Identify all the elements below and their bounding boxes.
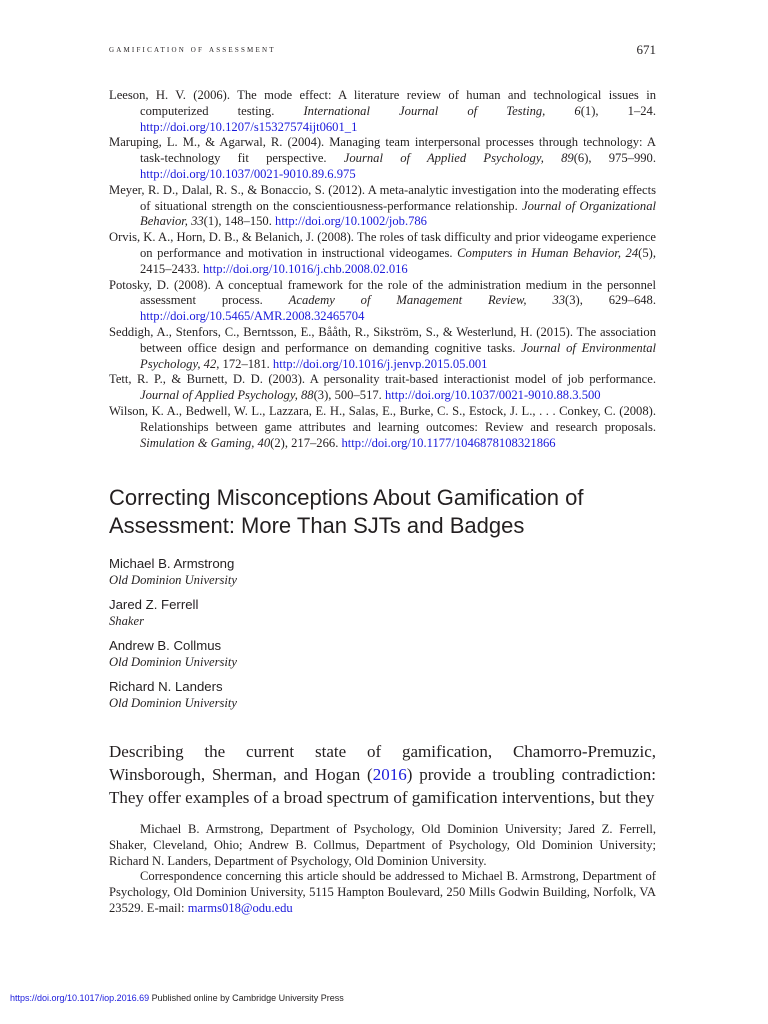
author-name: Jared Z. Ferrell — [109, 597, 199, 612]
page-footer — [10, 993, 344, 1003]
email-link[interactable]: marms018@odu.edu — [187, 900, 293, 915]
author-note-correspondence: Correspondence concerning this article should be addressed to Michael B. Armstrong, Department of Psychology, Old Dominion University, 5115 Hampton Boulevard, 250 Mills Godwin Building, Norfolk, VA 23529. E-mail: marms018@odu.edu — [109, 869, 656, 915]
reference-item: Tett, R. P., & Burnett, D. D. (2003). A personality trait-based interactionist model of job performance. Journal of Applied Psychology, 88(3), 500–517. http://doi.org/10.1037/0021-9010.88.3.500 — [109, 372, 656, 403]
doi-link[interactable]: http://doi.org/10.1002/job.786 — [275, 214, 427, 229]
footer-published-text: Published online by Cambridge University Press — [149, 993, 344, 1003]
author-list — [109, 556, 656, 720]
author-block — [109, 556, 656, 588]
author-note — [109, 822, 656, 917]
author-affiliation: Old Dominion University — [109, 655, 238, 669]
author-affiliation: Old Dominion University — [109, 573, 238, 587]
doi-link[interactable]: http://doi.org/10.5465/AMR.2008.32465704 — [140, 309, 365, 324]
reference-item: Leeson, H. V. (2006). The mode effect: A literature review of human and technological issues in computerized testing. International Journal of Testing, 6(1), 1–24. http://doi.org/10.1207/s15327574ijt0601_1 — [109, 88, 656, 134]
running-head — [109, 44, 656, 55]
body-paragraph: Describing the current state of gamification, Chamorro-Premuzic, Winsborough, Sherman, and Hogan (2016) provide a troubling contradiction: They offer examples of a broad spectrum of gamification interventions, but they — [109, 742, 656, 807]
reference-list — [109, 88, 656, 451]
doi-link[interactable]: http://doi.org/10.1207/s15327574ijt0601_1 — [140, 119, 358, 134]
reference-item: Potosky, D. (2008). A conceptual framework for the role of the administration medium in the personnel assessment process. Academy of Management Review, 33(3), 629–648. http://doi.org/10.5465/AMR.2008.32465704 — [109, 277, 656, 324]
reference-item: Wilson, K. A., Bedwell, W. L., Lazzara, E. H., Salas, E., Burke, C. S., Estock, J. L., . . . Conkey, C. (2008). Relationships between game attributes and learning outcomes: Review and research proposals. Simulation & Gaming, 40(2), 217–266. http://doi.org/10.1177/1046878108321866 — [109, 403, 656, 450]
author-block — [109, 679, 656, 711]
author-affiliation: Shaker — [109, 614, 144, 628]
page-number: 671 — [636, 42, 656, 57]
author-name: Richard N. Landers — [109, 679, 223, 694]
author-affiliation: Old Dominion University — [109, 696, 238, 710]
doi-link[interactable]: http://doi.org/10.1177/1046878108321866 — [341, 435, 556, 450]
footer-doi-link[interactable]: https://doi.org/10.1017/iop.2016.69 — [10, 993, 150, 1003]
doi-link[interactable]: http://doi.org/10.1037/0021-9010.89.6.975 — [140, 166, 356, 181]
citation-link[interactable]: 2016 — [372, 765, 407, 784]
author-name: Andrew B. Collmus — [109, 638, 222, 653]
author-note-affiliations: Michael B. Armstrong, Department of Psychology, Old Dominion University; Jared Z. Ferrell, Shaker, Cleveland, Ohio; Andrew B. Collmus, Department of Psychology, Old Dominion University; Richard N. Landers, Department of Psychology, Old Dominion University. — [109, 822, 656, 868]
doi-link[interactable]: http://doi.org/10.1037/0021-9010.88.3.500 — [384, 388, 601, 403]
reference-item: Seddigh, A., Stenfors, C., Berntsson, E., Bååth, R., Sikström, S., & Westerlund, H. (2015). The association between office design and performance on demanding cognitive tasks. Journal of Environmental Psychology, 42, 172–181. http://doi.org/10.1016/j.jenvp.2015.05.001 — [109, 324, 656, 371]
reference-item: Maruping, L. M., & Agarwal, R. (2004). Managing team interpersonal processes through technology: A task-technology fit perspective. Journal of Applied Psychology, 89(6), 975–990. http://doi.org/10.1037/0021-9010.89.6.975 — [109, 135, 656, 181]
reference-item: Orvis, K. A., Horn, D. B., & Belanich, J. (2008). The roles of task difficulty and prior videogame experience on performance and motivation in instructional videogames. Computers in Human Behavior, 24(5), 2415–2433. http://doi.org/10.1016/j.chb.2008.02.016 — [109, 230, 656, 276]
doi-link[interactable]: http://doi.org/10.1016/j.jenvp.2015.05.001 — [272, 356, 488, 371]
author-block — [109, 597, 656, 629]
doi-link[interactable]: http://doi.org/10.1016/j.chb.2008.02.016 — [202, 261, 408, 276]
reference-item: Meyer, R. D., Dalal, R. S., & Bonaccio, S. (2012). A meta-analytic investigation into the moderating effects of situational strength on the conscientiousness-performance relationship. Journal of Organizational Behavior, 33(1), 148–150. http://doi.org/10.1002/job.786 — [109, 182, 656, 229]
journal-title: gamification of assessment — [109, 44, 276, 55]
author-name: Michael B. Armstrong — [109, 556, 235, 571]
author-block — [109, 638, 656, 670]
article-title: Correcting Misconceptions About Gamification of Assessment: More Than SJTs and Badges — [109, 485, 584, 538]
